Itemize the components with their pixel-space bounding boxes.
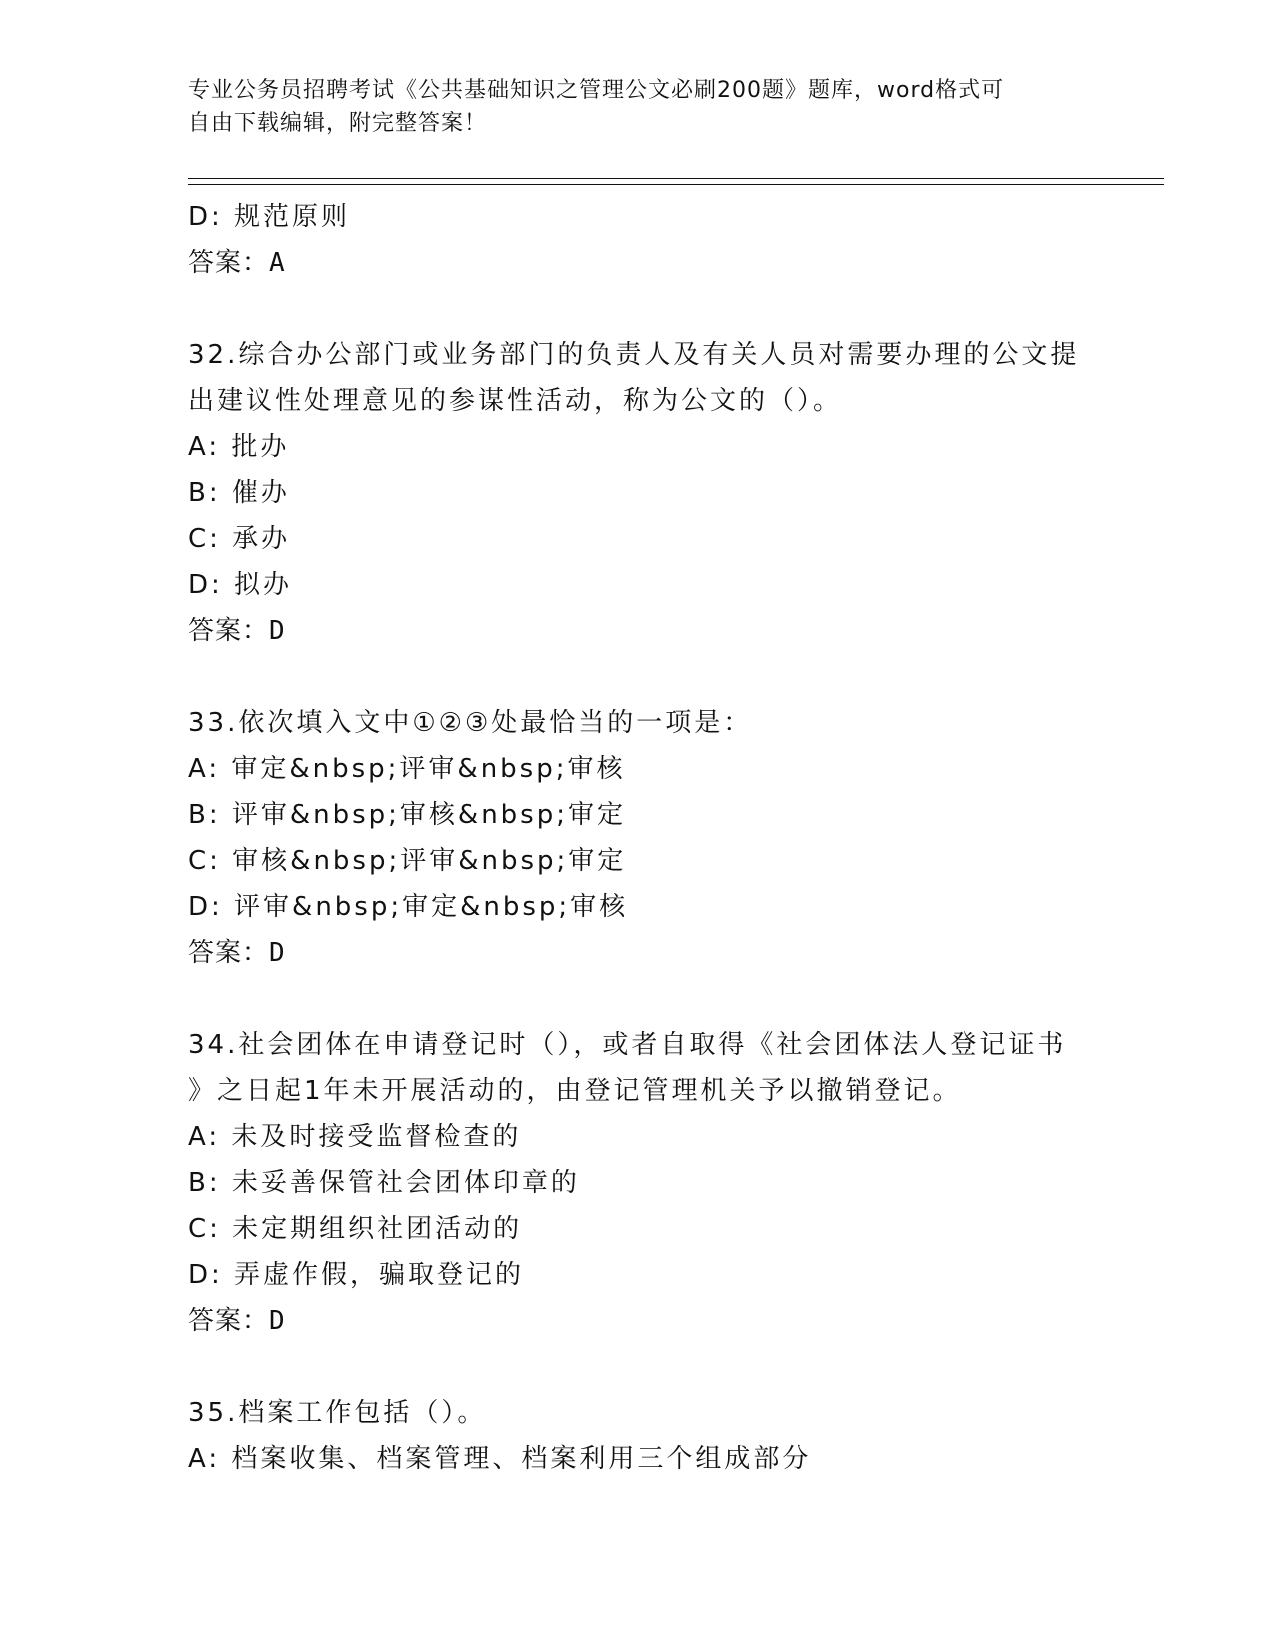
- question-stem-line: 33.依次填入文中①②③处最恰当的一项是：: [188, 708, 753, 738]
- question-33: [188, 700, 1088, 976]
- question-stem-line: 35.档案工作包括（）。: [188, 1398, 487, 1428]
- header-divider-bottom: [188, 184, 1164, 185]
- question-34: [188, 1022, 1088, 1344]
- document-header: [188, 74, 1068, 140]
- question-35: [188, 1390, 1088, 1482]
- option-d: D: 拟办: [188, 570, 293, 600]
- question-stem-line: 出建议性处理意见的参谋性活动，称为公文的（）。: [188, 386, 843, 416]
- option-a: A: 未及时接受监督检查的: [188, 1122, 522, 1152]
- option-c: C: 未定期组织社团活动的: [188, 1214, 523, 1244]
- option-b: B: 未妥善保管社会团体印章的: [188, 1168, 580, 1198]
- option-a: A: 批办: [188, 432, 290, 462]
- question-stem-line: 》之日起1年未开展活动的，由登记管理机关予以撤销登记。: [188, 1076, 962, 1106]
- header-line-2: 自由下载编辑，附完整答案！: [188, 111, 488, 136]
- option-c: C: 承办: [188, 524, 291, 554]
- option-d: D: 规范原则: [188, 202, 351, 232]
- question-stem-line: 32.综合办公部门或业务部门的负责人及有关人员对需要办理的公文提: [188, 340, 1080, 370]
- question-stem-line: 34.社会团体在申请登记时（），或者自取得《社会团体法人登记证书: [188, 1030, 1067, 1060]
- question-32: [188, 332, 1088, 654]
- header-divider-top: [188, 178, 1164, 179]
- option-c: C: 审核&nbsp;评审&nbsp;审定: [188, 846, 627, 876]
- answer: 答案：D: [188, 616, 286, 646]
- option-b: B: 催办: [188, 478, 290, 508]
- option-d: D: 弄虚作假，骗取登记的: [188, 1260, 525, 1290]
- answer: 答案：D: [188, 1306, 286, 1336]
- option-d: D: 评审&nbsp;审定&nbsp;审核: [188, 892, 629, 922]
- option-a: A: 审定&nbsp;评审&nbsp;审核: [188, 754, 626, 784]
- answer: 答案：D: [188, 938, 286, 968]
- question-31-tail: [188, 194, 1088, 286]
- option-a: A: 档案收集、档案管理、档案利用三个组成部分: [188, 1444, 812, 1474]
- question-list: [188, 194, 1088, 1482]
- answer: 答案：A: [188, 248, 286, 278]
- option-b: B: 评审&nbsp;审核&nbsp;审定: [188, 800, 626, 830]
- header-line-1: 专业公务员招聘考试《公共基础知识之管理公文必刷200题》题库，word格式可: [188, 78, 1005, 103]
